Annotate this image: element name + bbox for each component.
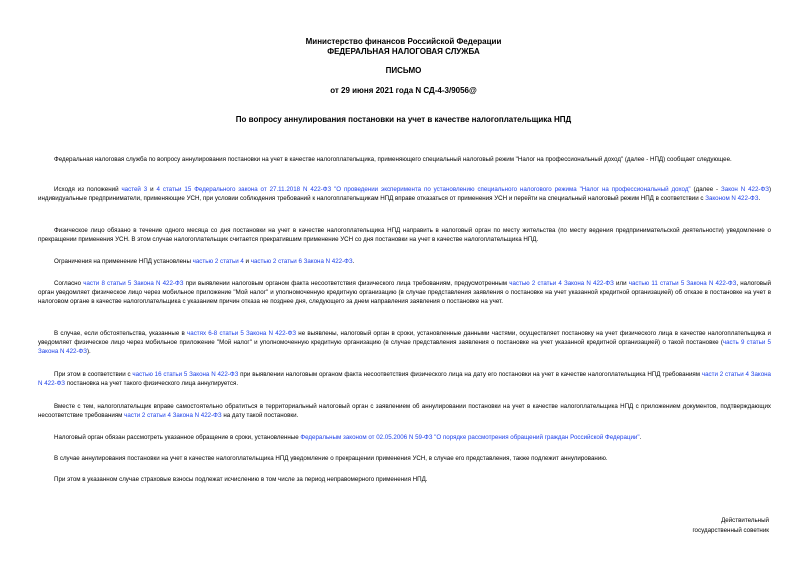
paragraph-text: Физическое лицо обязано в течение одного месяца со дня постановки на учет в качестве налогоплательщика НПД направить в налоговый орган по месту жительства (по месту ведения предпринимательской деятельности) уведомление о прекращении применения УСН. В этом случае налогоплательщик считается прекратившим применение УСН со дня постановки на учет в качестве налогоплательщика НПД. <box>38 227 771 244</box>
paragraph-text: и <box>147 186 157 193</box>
law-link[interactable]: частью 2 статьи 6 Закона N 422-ФЗ <box>250 258 353 265</box>
paragraph-5 <box>38 279 771 307</box>
law-link[interactable]: часть 9 статьи 5 Закона N 422-ФЗ <box>38 339 771 356</box>
paragraph-text: При этом в соответствии с <box>54 371 133 378</box>
law-link[interactable]: частях 6-8 статьи 5 Закона N 422-ФЗ <box>187 330 297 337</box>
law-link[interactable]: Законом N 422-ФЗ <box>705 195 759 203</box>
paragraph-text: . <box>352 258 355 265</box>
paragraph-text: Налоговый орган обязан рассмотреть указанное обращение в сроки, установленные <box>54 434 301 441</box>
paragraph-text: При этом в указанном случае страховые взносы подлежат исчислению в том числе за период неправомерного применения НПД. <box>54 476 428 483</box>
paragraph-text: (далее - <box>690 186 722 193</box>
paragraph-7 <box>38 370 771 388</box>
paragraph-text: или <box>613 280 629 287</box>
paragraph-text: , налоговый орган уведомляет физическое лицо через мобильное приложение "Мой налог" и уполномоченную кредитную организацию (в случае представления заявления о постановке на учет указанной кредитной организацией) об отказе в постановке на учет в налоговом органе в качестве налогоплательщика с указанием причин отказа не позднее дня, следующего за днем направления заявления о постановке на учет. <box>38 280 771 306</box>
law-link[interactable]: Закон N 422-ФЗ <box>721 186 769 193</box>
ministry-name: Министерство финансов Российской Федерации <box>305 37 502 46</box>
paragraph-8 <box>38 402 771 420</box>
paragraph-text: при выявлении налоговым органом факта несоответствия физического лица требованиям, предусмотренным <box>183 280 510 287</box>
paragraph-text: В случае, если обстоятельства, указанные в <box>54 330 188 337</box>
paragraph-text: Исходя из положений <box>54 186 122 193</box>
law-link[interactable]: части 2 статьи 4 Закона N 422-ФЗ <box>124 412 222 420</box>
service-name: ФЕДЕРАЛЬНАЯ НАЛОГОВАЯ СЛУЖБА <box>327 47 480 56</box>
paragraph-text: не выявлены, налоговый орган в сроки, установленные данными частями, осуществляет постановку на учет физического лица в качестве налогоплательщика и уведомляет физическое лицо через мобильное приложение "Мой налог" и уполномоченную кредитную организацию (в случае представления заявления о постановке на учет указанной кредитной организацией) о такой постановке ( <box>38 330 771 347</box>
paragraph-text: ) индивидуальные предприниматели, применяющие УСН, при условии соблюдения требований к налогоплательщикам НПД вправе отказаться от применения УСН и перейти на специальный налоговый режим НПД в соответствии с <box>38 186 771 203</box>
law-link[interactable]: части 2 статьи 4 Закона N 422-ФЗ <box>38 371 771 388</box>
paragraph-text: на дату такой постановки. <box>221 412 299 420</box>
paragraph-text: Согласно <box>54 280 84 287</box>
signature-title-line1: Действительный <box>721 517 769 524</box>
paragraph-text: Ограничения на применение НПД установлены <box>54 258 193 265</box>
law-link[interactable]: части 8 статьи 5 Закона N 422-ФЗ <box>83 280 184 287</box>
law-link[interactable]: частью 16 статьи 5 Закона N 422-ФЗ <box>132 371 239 378</box>
law-link[interactable]: Федеральным законом от 02.05.2006 N 59-ФЗ "О порядке рассмотрения обращений граждан Российской Федерации" <box>300 434 640 441</box>
paragraph-6 <box>38 329 771 357</box>
paragraph-2 <box>38 185 771 203</box>
signature-title-line2: государственный советник <box>692 527 769 534</box>
paragraph-text: . <box>639 434 642 441</box>
document-date-number: от 29 июня 2021 года N СД-4-3/9056@ <box>330 86 477 95</box>
paragraph-text: Вместе с тем, налогоплательщик вправе самостоятельно обратиться в территориальный налоговый орган с заявлением об аннулировании постановки на учет в качестве налогоплательщика НПД с приложением документов, подтверждающих несоответствие требованиям <box>38 403 771 420</box>
paragraph-text: при выявлении налоговым органом факта несоответствия физического лица на дату его постановки на учет в качестве налогоплательщика НПД требованиям <box>238 371 702 378</box>
paragraph-text: ). <box>87 348 91 356</box>
document-type: ПИСЬМО <box>385 66 422 75</box>
paragraph-text: постановка на учет такого физического лица аннулируется. <box>65 380 239 388</box>
paragraph-11 <box>38 475 771 484</box>
paragraph-text: и <box>243 258 251 265</box>
paragraph-3 <box>38 226 771 244</box>
paragraph-1 <box>38 155 771 164</box>
paragraph-text: В случае аннулирования постановки на учет в качестве налогоплательщика НПД уведомление о прекращении применения УСН, в случае его представления, также подлежит аннулированию. <box>54 455 608 462</box>
law-link[interactable]: частью 2 статьи 4 <box>192 258 244 265</box>
law-link[interactable]: 4 статьи 15 Федерального закона от 27.11.2018 N 422-ФЗ "О проведении эксперимента по установлению специального налогового режима "Налог на профессиональный доход" <box>156 186 691 193</box>
law-link[interactable]: частей 3 <box>121 186 148 193</box>
law-link[interactable]: частью 2 статьи 4 Закона N 422-ФЗ <box>509 280 614 287</box>
paragraph-10 <box>38 454 771 463</box>
paragraph-9 <box>38 433 771 442</box>
document-subject: По вопросу аннулирования постановки на учет в качестве налогоплательщика НПД <box>235 115 572 124</box>
paragraph-text: Федеральная налоговая служба по вопросу аннулирования постановки на учет в качестве налогоплательщика, применяющего специальный налоговый режим "Налог на профессиональный доход" (далее - НПД) сообщает следующее. <box>54 156 732 163</box>
law-link[interactable]: частью 11 статьи 5 Закона N 422-ФЗ <box>628 280 737 287</box>
paragraph-text: . <box>758 195 761 203</box>
paragraph-4 <box>38 257 771 266</box>
